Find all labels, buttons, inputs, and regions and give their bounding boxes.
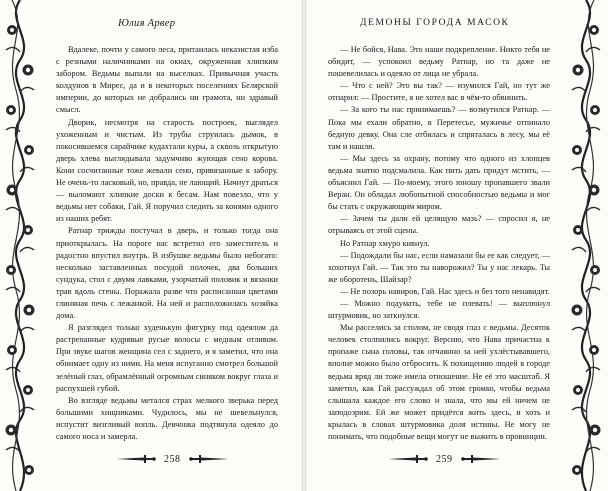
dagger-ornament-icon (461, 454, 501, 464)
floral-border-left-icon (2, 0, 42, 491)
paragraph: Я разглядел только худенькую фигурку под одеялом да растрепанные кудрявые русые волосы с медным отливом. При звуке шагов женщина сел с заднего, и я заметил, что она обнимает одну из ними. На меня испуганно смотрел большой зелёный глаз, обрамлённый огромным синяком вокруг глаза и распухшей губой. (56, 323, 278, 393)
paragraph: — Мы здесь за охрану, потому что одного из хлопцев ведьма знатно подсмалила. Как пить дать придут мстить, — объяснил Гай. — По-моему, этого юношу пропавшего звали Веран. Он обладал любопытной способностью ведьмы и мог бы стать с окружающим миром. (328, 153, 550, 212)
paragraph: — Можно подумать, тебе не плевать! — выплюнул штурмовик, но заткнулся. (328, 298, 550, 321)
paragraph: — За кого ты нас принимаешь? — возмутился Ратнар. — Пока мы ехали обратно, в Перетесье, мужичье отпинало бедную девку. Она сле отбилась и спряталась в лесу, мы её там и нашли. (328, 105, 550, 151)
paragraph: — Зачем ты дали ей целящую мазь? — спросил я, не отрываясь от этой сцены. (328, 214, 550, 236)
right-footer (388, 449, 501, 469)
paragraph: Вдалеке, почти у самого леса, притаилась неказистая изба с резными наличниками на окнах, окруженная хлипким забором. Ведьмы выпали на выселках. Привычная участь колдунов в Мирес, да и в некоторых поселениях Белярской империи, до которых не добрались ни грамота, ни здравый смысл. (56, 45, 278, 115)
dagger-ornament-icon (189, 454, 229, 464)
paragraph: Во взгляде ведьмы метался страх мелкого зверька перед большими хищниками. Чудилось, мы не шевельнулся, испустит визгливый вопль. Девчонка подтянула одеяло до самого носа и замерла. (56, 395, 278, 441)
paragraph: — Что с ней? Это вы так? — изумился Гай, но тут же отпарил: — Простите, я не хотел вас в чём-то обвинить. (328, 81, 550, 103)
left-page-text (56, 44, 278, 443)
right-page-text (328, 44, 550, 443)
paragraph: — Не позорь навиров, Гай. Нас здесь и без того ненавидят. (340, 286, 550, 296)
floral-border-right-icon (568, 0, 608, 491)
paragraph: Дворик, несмотря на старость построек, выглядел ухоженным и чистым. Из трубы струилась дымок, в покосившемся сарайчике кудахтали куры, а сквозь открытую дверь хлева выглядывала задумчиво жующая сено корова. Кони сосчитанные тоже жевали сено, привязанные к забору. Не очень-то ласковый, но, правда, не лающий. Начнут драться — выломают хлипкие доски к бесам. Нам повезло, что у ведьмы нет собаки, Гай. Я поручил следить за конями одного из наших ребят. (56, 117, 278, 224)
left-page (0, 0, 302, 491)
running-header-author: Юлия Арвер (118, 18, 176, 29)
running-header-title: ДЕМОНЫ ГОРОДА МАСОК (360, 18, 510, 28)
paragraph: — Не бойся, Нава. Это наше подкрепление. Никто тебя не обидит, — успокоил ведьму Ратнар, но та даже не пошевелилась и одеяло от лица не убрала. (328, 45, 550, 79)
left-footer (116, 449, 229, 469)
page-number: 258 (164, 453, 181, 465)
paragraph: Мы расселись за столом, не сводя глаз с ведьмы. Десяток человек столпились вокруг. Версию, что Нава причастна к пропаже сына головы, так отчаянно за ней ухлёстывавшего, вполне можно было отбросить. К похищению людей в городе ведьма вряд ли тоже имела отношение. Не её это масштаб. Я заметил, как Гай рассуждал об этом громко, чтобы ведьма слышала каждое его слово и знала, что мы ей ничем не заподозрим. Ей же может придётся жить здесь, и хоть и крылась в словах штурмовика доля истины. Не могу не понимать, что подобные вещи могут не выжить в провинции. (328, 323, 550, 441)
paragraph: Но Ратнар хмуро кивнул. (340, 238, 430, 248)
paragraph: — Подождали бы нас, если намазали бы ее как следует, — хохотнул Гай. — Так это ты наворожил? Ты у нас лекарь. Ты же оборотень, Шайзар? (328, 250, 550, 284)
dagger-ornament-icon (116, 454, 156, 464)
paragraph: Ратнар трижды постучал в дверь, и только тогда она приоткрылась. На пороге нас встретил его заместитель и радостно впустил внутрь. В избушке ведьмы было небогато: несколько заставленных посудой полочек, два больших сундука, стол с двумя лавками, узорчатый половик и вязанки трав вдоль стены. Поражала разве что расписанная цветами глиняная печь с лежанкой. На ней и расположилась хозяйка дома. (56, 226, 278, 321)
page-number: 259 (436, 453, 453, 465)
dagger-ornament-icon (388, 454, 428, 464)
right-page (306, 0, 608, 491)
